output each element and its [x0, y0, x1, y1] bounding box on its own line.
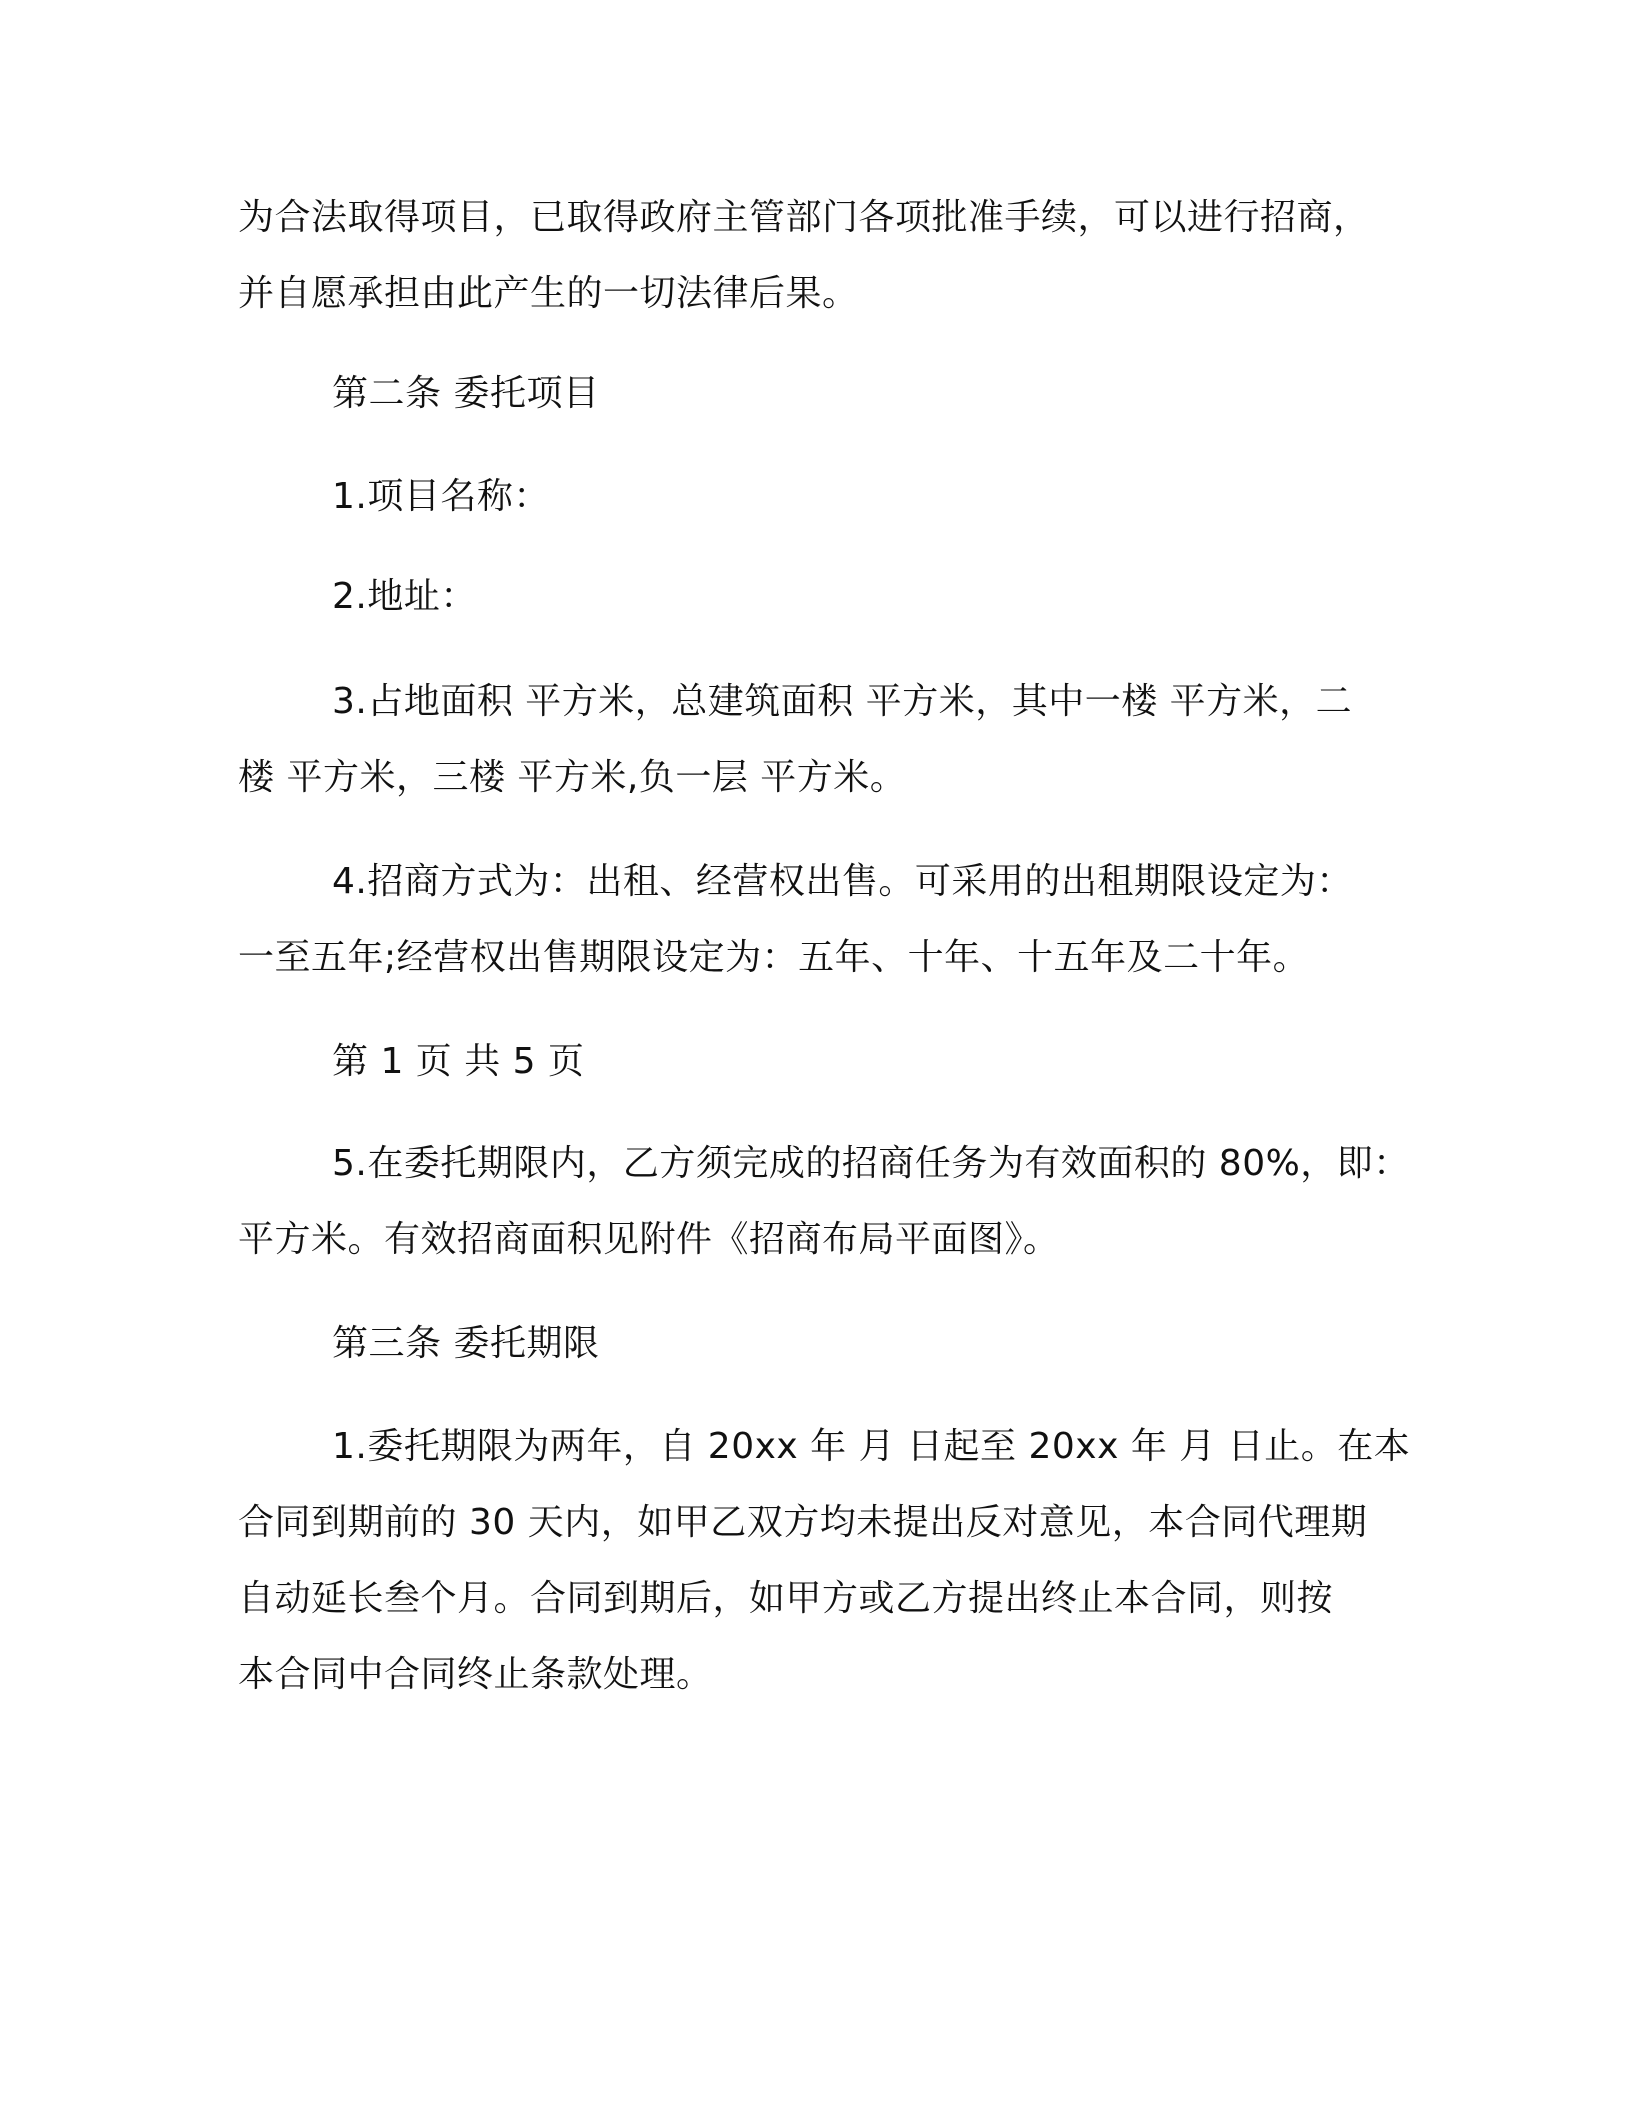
- item-project-name: 1.项目名称：: [332, 476, 550, 517]
- item-term: 1.委托期限为两年，自 20xx 年 月 日起至 20xx 年 月 日止。在本: [332, 1426, 1411, 1467]
- body-text-line: 为合法取得项目，已取得政府主管部门各项批准手续，可以进行招商，: [238, 197, 1370, 238]
- body-text-line: 一至五年;经营权出售期限设定为：五年、十年、十五年及二十年。: [238, 937, 1310, 978]
- body-text-line: 合同到期前的 30 天内，如甲乙双方均未提出反对意见，本合同代理期: [238, 1502, 1368, 1543]
- body-text-line: 楼 平方米，三楼 平方米,负一层 平方米。: [238, 757, 907, 798]
- item-leasing-method: 4.招商方式为：出租、经营权出售。可采用的出租期限设定为：: [332, 861, 1353, 902]
- body-text-line: 并自愿承担由此产生的一切法律后果。: [238, 273, 859, 314]
- section-heading: 第二条 委托项目: [332, 373, 600, 414]
- section-heading: 第三条 委托期限: [332, 1323, 600, 1364]
- item-leasing-target: 5.在委托期限内，乙方须完成的招商任务为有效面积的 80%，即：: [332, 1143, 1410, 1184]
- body-text-line: 自动延长叁个月。合同到期后，如甲方或乙方提出终止本合同，则按: [238, 1578, 1334, 1619]
- body-text-line: 本合同中合同终止条款处理。: [238, 1654, 713, 1695]
- item-area: 3.占地面积 平方米，总建筑面积 平方米，其中一楼 平方米，二: [332, 681, 1353, 722]
- item-address: 2.地址：: [332, 576, 477, 617]
- page-number: 第 1 页 共 5 页: [332, 1041, 585, 1082]
- body-text-line: 平方米。有效招商面积见附件《招商布局平面图》。: [238, 1219, 1060, 1260]
